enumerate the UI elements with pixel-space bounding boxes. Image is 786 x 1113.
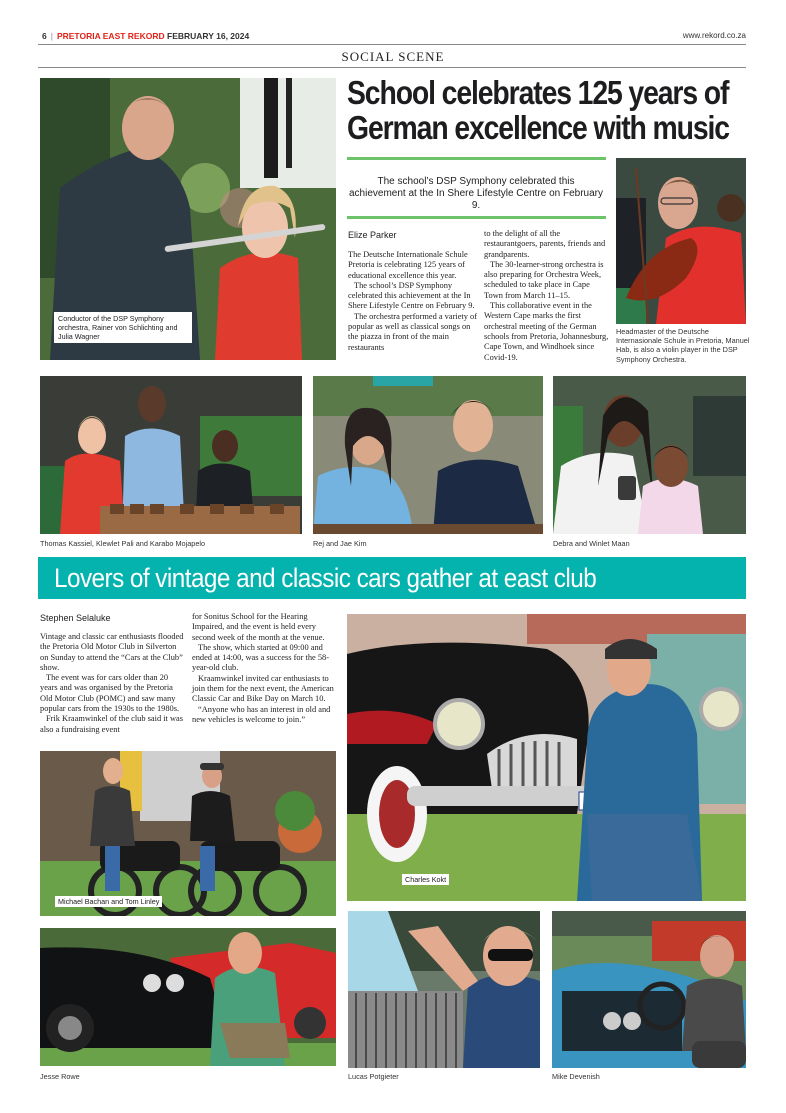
photo-conductor-and-flautist [40,78,336,360]
article2-column-1 [40,632,185,735]
photo-motorbikes [40,751,336,916]
article1-byline: Elize Parker [348,230,397,240]
photo-jesse-rowe-corvette [40,928,336,1066]
section-rule [38,67,746,68]
photo-mike-devenish-cobra [552,911,746,1068]
article1-deck: The school’s DSP Symphony celebrated this achievement at the In Shere Lifestyle Centre on February 9. [348,176,604,211]
paragraph: This collaborative event in the Western Cape marks the first orchestral meeting of the German schools from Pretoria, Johannesburg, Cape Town, and Windhoek since Covid-19. [484,301,609,362]
paragraph: The school’s DSP Symphony celebrated this achievement at the In Shere Lifestyle Centre on February 9. [348,280,475,311]
mike-caption: Mike Devenish [552,1072,600,1081]
website-link[interactable]: www.rekord.co.za [682,31,746,40]
folio-separator: | [50,31,53,41]
article2-headline: Lovers of vintage and classic cars gather at east club [54,563,597,593]
paragraph: The orchestra performed a variety of popular as well as classical songs on the piazza in front of the main restaurants [348,311,478,352]
motorbike-photo-image [40,751,336,916]
paragraph: The show, which started at 09:00 and ended at 14:00, was a success for the 58-year-old club. [192,642,329,673]
article1-column-1 [348,250,478,353]
article2-byline: Stephen Selaluke [40,613,111,623]
page-number: 6 [42,31,47,41]
publication-name: PRETORIA EAST REKORD [56,31,165,41]
charles-caption: Charles Kokt [402,874,449,885]
paragraph: The Deutsche Internationale Schule Pretoria is celebrating 125 years of educational excellence this year. [348,250,468,280]
paragraph: Kraamwinkel invited car enthusiasts to join them for the next event, the American Classic Car and Bike Day on March 10. [192,673,334,704]
marimba-photo-image [40,376,302,534]
article2-column-2 [192,612,338,725]
paragraph: “Anyone who has an interest in old and new vehicles is welcome to join.” [192,704,331,724]
paragraph: to the delight of all the restaurantgoers, parents, friends and grandparents. [484,229,606,259]
page-folio [42,31,249,41]
paragraph: for Sonitus School for the Hearing Impaired, and the event is held every second week of the month at the venue. [192,612,325,642]
photo-debra-and-winlet-maan [553,376,746,534]
photo-charles-kokt-buick [347,614,746,901]
section-label: SOCIAL SCENE [341,49,445,64]
maan-photo-image [553,376,746,534]
charles-photo-image [347,614,746,901]
maan-caption: Debra and Winlet Maan [553,539,630,548]
paragraph: The 30-learner-strong orchestra is also preparing for Orchestra Week, scheduled to take place in Cape Town from March 11–15. [484,259,604,300]
photo-headmaster-violin [616,158,746,324]
headmaster-photo-image [616,158,746,324]
marimba-caption: Thomas Kassiel, Klewlet Pali and Karabo Mojapelo [40,539,206,548]
photo-marimba-trio [40,376,302,534]
deck-rule-bottom [347,216,606,219]
lucas-caption: Lucas Potgieter [348,1072,399,1081]
article1-headline [347,74,729,146]
motorbike-caption: Michael Bachan and Tom Linley [55,896,162,907]
kim-photo-image [313,376,543,534]
deck-rule-top [347,157,606,160]
headline-line-2: German excellence with music [347,109,729,146]
kim-caption: Rej and Jae Kim [313,539,367,548]
paragraph: The event was for cars older than 20 years and was organised by the Pretoria Old Motor Club (POMC) and saw many popular cars from the 1930s to the 1980s. [40,673,180,714]
photo-rej-and-jae-kim [313,376,543,534]
paragraph: Vintage and classic car enthusiasts flooded the Pretoria Old Motor Club in Silverton on Sunday to attend the “Cars at the Club” show. [40,632,184,672]
photo-lucas-potgieter-rolls [348,911,540,1068]
jesse-photo-image [40,928,336,1066]
paragraph: Frik Kraamwinkel of the club said it was also a fundraising event [40,714,183,734]
lucas-photo-image [348,911,540,1068]
article1-column-2 [484,229,610,363]
conductor-caption: Conductor of the DSP Symphony orchestra, Rainer von Schlichting and Julia Wagner [54,312,192,343]
headline-line-1: School celebrates 125 years of [347,74,729,111]
header-rule [38,44,746,45]
mike-photo-image [552,911,746,1068]
article2-headline-banner [38,557,746,599]
jesse-caption: Jesse Rowe [40,1072,80,1081]
headmaster-caption: Headmaster of the Deutsche Internasionale Schule in Pretoria, Manuel Hab, is also a violin player in the DSP Symphony Orchestra. [616,327,750,364]
issue-date: FEBRUARY 16, 2024 [167,31,250,41]
